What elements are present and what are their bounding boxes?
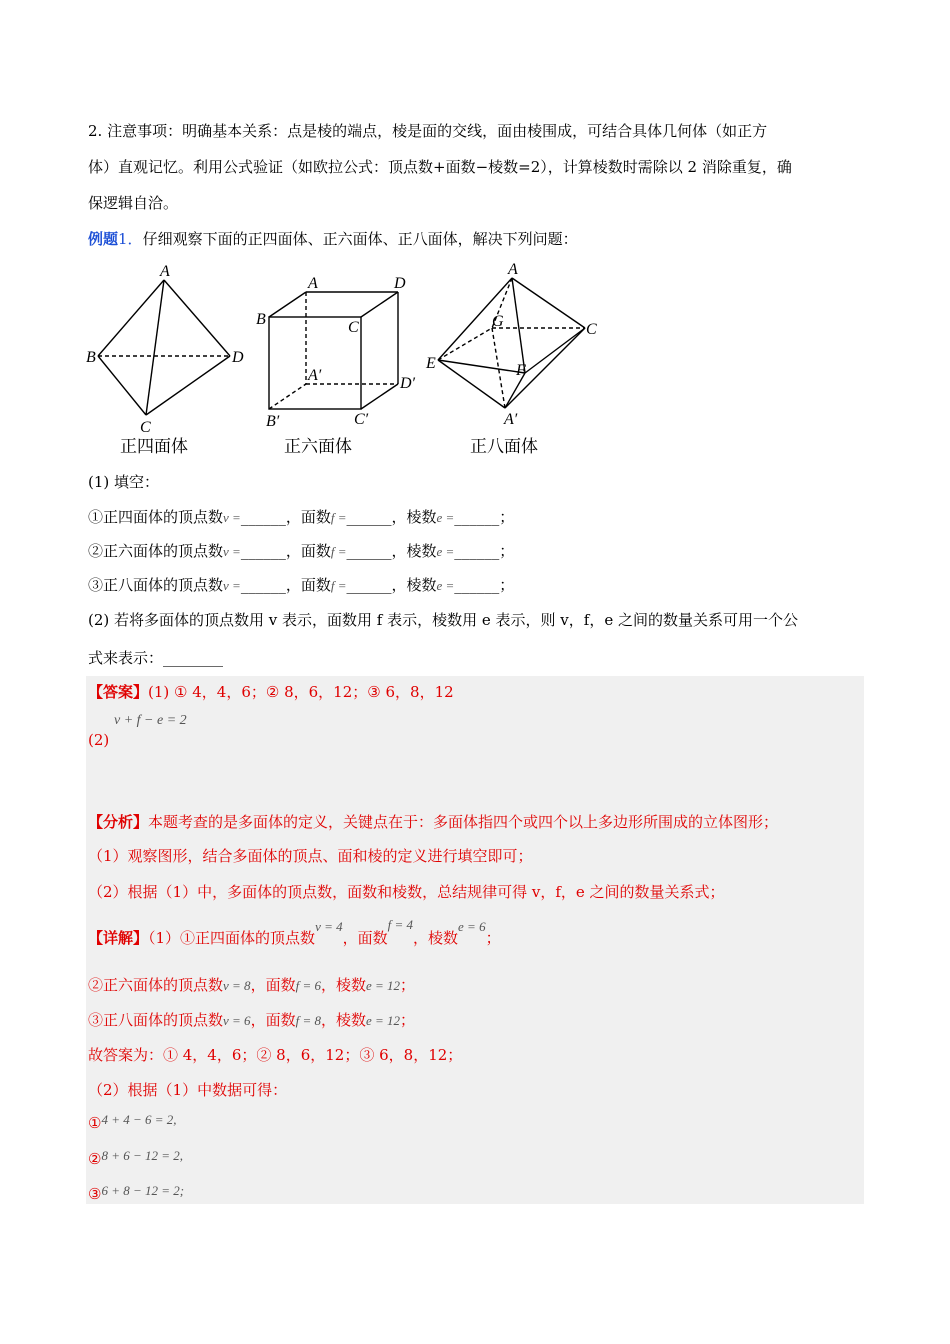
detail-text: ，棱数 <box>320 1011 366 1029</box>
row-v: v = <box>223 578 241 593</box>
question-row-3 <box>88 575 514 596</box>
part1-title: (1) 填空： <box>88 473 160 491</box>
cube-caption: 正六面体 <box>284 437 352 457</box>
part2-line-1: (2) 若将多面体的顶点数用 v 表示，面数用 f 表示，棱数用 e 表示，则 v，f，e 之间的数量关系可用一个公 <box>88 611 798 629</box>
answer-text: (1) ① 4，4，6；② 8，6，12；③ 6，8，12 <box>148 683 454 701</box>
detail-text: ②正六面体的顶点数 <box>88 976 224 994</box>
eq-text: 8 + 6 − 12 = 2, <box>101 1148 184 1163</box>
question-row-1 <box>88 507 514 528</box>
analysis-line-1 <box>88 812 778 832</box>
analysis-line-3: （2）根据（1）中，多面体的顶点数，面数和棱数，总结规律可得 v，f，e 之间的数量关系式； <box>88 883 725 901</box>
question-row-2 <box>88 541 514 562</box>
detail-text: ，棱数 <box>413 929 459 947</box>
analysis-tag: 【分析】 <box>88 813 149 831</box>
blank-v: ______ <box>240 576 286 594</box>
octa-label-e: E <box>426 355 436 372</box>
note-line-1: 2. 注意事项：明确基本关系：点是棱的端点，棱是面的交线，面由棱围成，可结合具体几何体（如正方 <box>88 122 768 140</box>
detail-text: ，面数 <box>250 1011 296 1029</box>
blank-f: ______ <box>346 542 392 560</box>
row-mid2: ，棱数 <box>391 508 437 526</box>
detail-e: e = 12 <box>365 978 401 993</box>
detail-text: （1）①正四面体的顶点数 <box>148 929 316 947</box>
eq-mark: ① <box>88 1114 102 1132</box>
cube-label-b: B <box>256 311 266 328</box>
row-prefix: ③正八面体的顶点数 <box>88 576 224 594</box>
equation-2 <box>88 1149 183 1170</box>
tetra-label-a: A <box>160 263 170 280</box>
tetra-label-b: B <box>86 349 96 366</box>
detail-e: e = 12 <box>365 1013 401 1028</box>
blank-f: ______ <box>346 508 392 526</box>
row-prefix: ②正六面体的顶点数 <box>88 542 224 560</box>
detail-v: v = 8 <box>223 978 251 993</box>
tetra-label-c: C <box>140 419 151 436</box>
detail-f: f = 6 <box>295 978 321 993</box>
cube-label-a: A <box>308 275 318 292</box>
cube-drawing <box>269 292 398 409</box>
detail-text: ； <box>400 976 416 994</box>
detail-line-5: （2）根据（1）中数据可得： <box>88 1081 288 1099</box>
example-number: 1． <box>118 230 143 248</box>
detail-line-4: 故答案为：① 4，4，6；② 8，6，12；③ 6，8，12； <box>88 1046 463 1064</box>
detail-e: e = 6 <box>458 919 486 934</box>
cube-label-c-prime: C′ <box>354 411 369 428</box>
row-end: ； <box>499 542 515 560</box>
row-v: v = <box>223 510 241 525</box>
example-text: 仔细观察下面的正四面体、正六面体、正八面体，解决下列问题： <box>142 230 578 248</box>
row-prefix: ①正四面体的顶点数 <box>88 508 224 526</box>
row-mid1: ，面数 <box>285 576 331 594</box>
octa-label-f: F <box>516 362 526 379</box>
blank-e: ______ <box>454 508 500 526</box>
tetra-label-d: D <box>232 349 244 366</box>
equation-1 <box>88 1113 177 1134</box>
answer-tag: 【答案】 <box>88 683 149 701</box>
octa-caption: 正八面体 <box>470 437 538 457</box>
cube-label-a-prime: A′ <box>308 367 322 384</box>
part2-line-2: 式来表示：________ <box>88 649 224 667</box>
detail-tag: 【详解】 <box>88 929 149 947</box>
octa-label-c: C <box>586 321 597 338</box>
detail-line-2 <box>88 975 415 996</box>
tetrahedron-drawing <box>98 280 230 415</box>
blank-e: ______ <box>454 542 500 560</box>
blank-v: ______ <box>240 542 286 560</box>
answer-line-1 <box>88 682 454 702</box>
eq-mark: ③ <box>88 1185 102 1203</box>
note-line-3: 保逻辑自洽。 <box>88 194 179 212</box>
octa-label-g: G <box>492 313 504 330</box>
tetra-caption: 正四面体 <box>120 437 188 457</box>
detail-v: v = 4 <box>315 919 343 934</box>
example-label: 例题 <box>88 230 119 248</box>
eq-text: 6 + 8 − 12 = 2; <box>101 1183 185 1198</box>
eq-text: 4 + 4 − 6 = 2, <box>101 1112 177 1127</box>
detail-text: ③正八面体的顶点数 <box>88 1011 224 1029</box>
row-f: f = <box>330 578 347 593</box>
row-mid2: ，棱数 <box>391 576 437 594</box>
cube-label-c: C <box>348 319 359 336</box>
note-line-2: 体）直观记忆。利用公式验证（如欧拉公式：顶点数+面数−棱数=2），计算棱数时需除以 2 消除重复，确 <box>88 158 792 176</box>
answer-part2-label: (2) <box>88 731 110 749</box>
blank-f: ______ <box>346 576 392 594</box>
detail-v: v = 6 <box>223 1013 251 1028</box>
detail-text: ，面数 <box>342 929 388 947</box>
polyhedra-figure <box>80 260 620 460</box>
detail-f: f = 4 <box>387 917 414 932</box>
octa-label-a: A <box>508 261 518 278</box>
detail-text: ； <box>400 1011 416 1029</box>
equation-3 <box>88 1184 184 1205</box>
eq-mark: ② <box>88 1150 102 1168</box>
row-end: ； <box>499 576 515 594</box>
row-f: f = <box>330 544 347 559</box>
octa-label-a-prime: A′ <box>504 411 518 428</box>
octahedron-drawing <box>438 278 585 408</box>
detail-text: ，面数 <box>250 976 296 994</box>
analysis-line-2: （1）观察图形，结合多面体的顶点、面和棱的定义进行填空即可； <box>88 847 533 865</box>
row-mid1: ，面数 <box>285 508 331 526</box>
answer-formula: v + f − e = 2 <box>114 713 187 728</box>
blank-v: ______ <box>240 508 286 526</box>
row-e: e = <box>436 510 455 525</box>
detail-f: f = 8 <box>295 1013 321 1028</box>
cube-label-b-prime: B′ <box>266 413 280 430</box>
row-end: ； <box>499 508 515 526</box>
detail-line-1 <box>88 917 501 949</box>
analysis-text: 本题考查的是多面体的定义，关键点在于：多面体指四个或四个以上多边形所围成的立体图形； <box>148 813 779 831</box>
row-mid1: ，面数 <box>285 542 331 560</box>
row-f: f = <box>330 510 347 525</box>
detail-text: ，棱数 <box>320 976 366 994</box>
row-mid2: ，棱数 <box>391 542 437 560</box>
row-e: e = <box>436 578 455 593</box>
detail-line-3 <box>88 1010 415 1031</box>
blank-e: ______ <box>454 576 500 594</box>
cube-label-d-prime: D′ <box>400 375 416 392</box>
cube-label-d: D <box>394 275 406 292</box>
row-e: e = <box>436 544 455 559</box>
row-v: v = <box>223 544 241 559</box>
detail-text: ； <box>485 929 501 947</box>
example-heading <box>88 229 578 249</box>
